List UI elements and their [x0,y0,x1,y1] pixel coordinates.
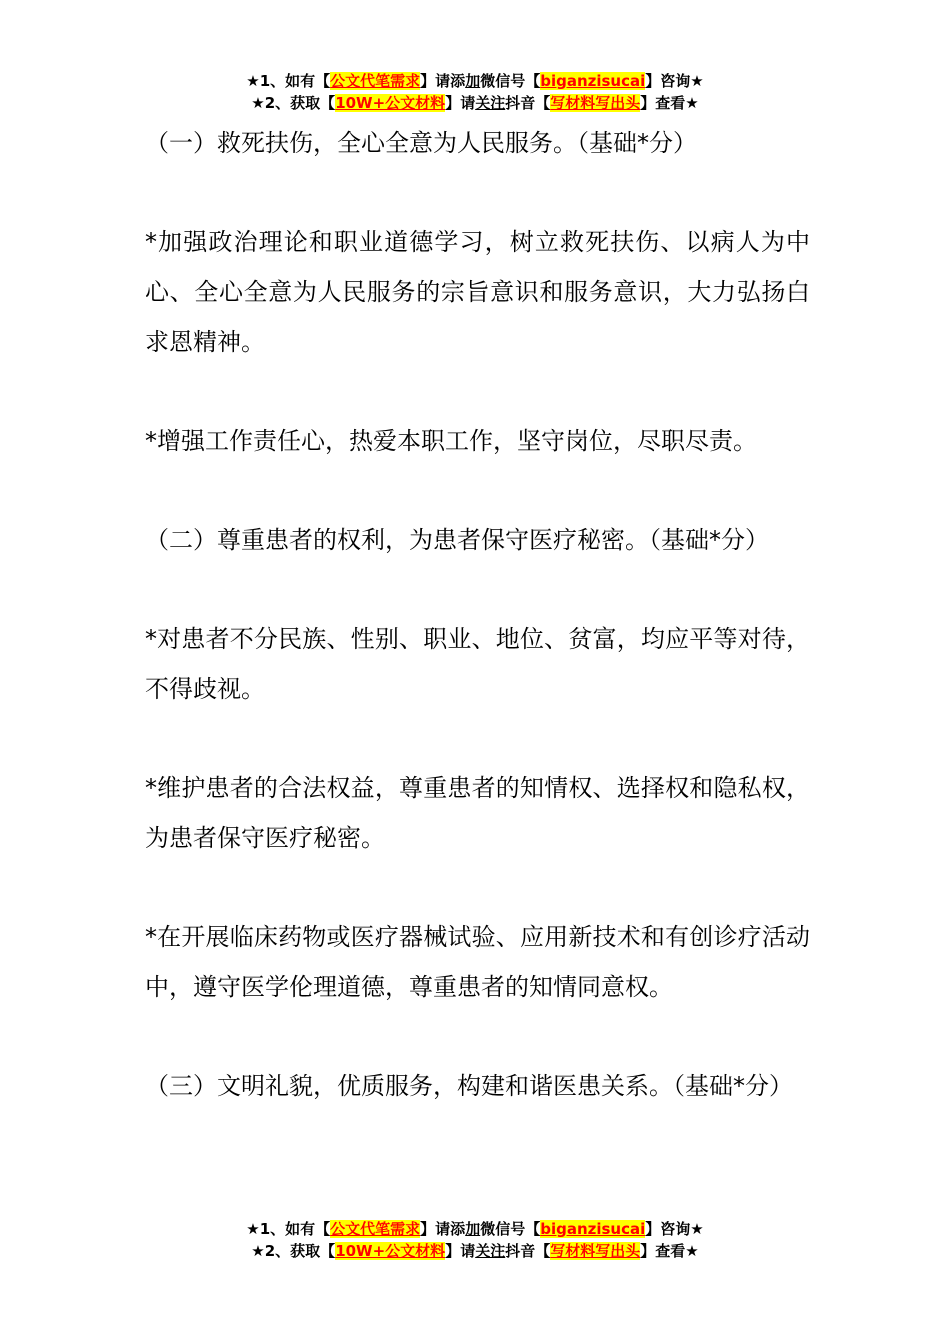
banner-text: 】咨询★ [645,1220,704,1238]
banner-highlight: 公文代笔需求 [330,72,421,90]
banner-underline: 加 [465,72,481,90]
banner-line-1 [0,1218,950,1240]
bottom-banner [0,1218,950,1262]
banner-text: 抖音【 [505,94,551,112]
banner-wechat-id: biganzisucai [540,72,646,90]
paragraph: *加强政治理论和职业道德学习，树立救死扶伤、以病人为中心、全心全意为人民服务的宗旨意识和服务意识，大力弘扬白求恩精神。 [145,228,810,356]
paragraph: *对患者不分民族、性别、职业、地位、贫富，均应平等对待，不得歧视。 [145,625,810,703]
top-banner [0,70,950,114]
banner-text: 】请 [445,94,476,112]
banner-text: 微信号【 [480,1220,541,1238]
banner-highlight: 10W+公文材料 [335,94,446,112]
banner-line-2 [0,92,950,114]
banner-douyin-id: 写材料写出头 [550,94,641,112]
banner-text: 】查看★ [640,1242,699,1260]
banner-text: ★1、如有【 [246,72,331,90]
banner-line-2 [0,1240,950,1262]
banner-text: 】请添 [420,1220,466,1238]
paragraph: *维护患者的合法权益，尊重患者的知情权、选择权和隐私权，为患者保守医疗秘密。 [145,774,810,852]
paragraph: *增强工作责任心，热爱本职工作，坚守岗位，尽职尽责。 [145,427,757,455]
banner-wechat-id: biganzisucai [540,1220,646,1238]
section-heading-2: （二）尊重患者的权利，为患者保守医疗秘密。（基础*分） [145,526,769,554]
paragraph: *在开展临床药物或医疗器械试验、应用新技术和有创诊疗活动中，遵守医学伦理道德，尊重患者的知情同意权。 [145,923,810,1001]
section-heading-3: （三）文明礼貌，优质服务，构建和谐医患关系。（基础*分） [145,1072,793,1100]
banner-underline: 关注 [475,1242,506,1260]
banner-highlight: 10W+公文材料 [335,1242,446,1260]
banner-underline: 关注 [475,94,506,112]
document-body [145,118,810,1160]
banner-text: 抖音【 [505,1242,551,1260]
banner-text: 】查看★ [640,94,699,112]
banner-text: ★2、获取【 [251,1242,336,1260]
banner-line-1 [0,70,950,92]
banner-underline: 加 [465,1220,481,1238]
banner-text: ★1、如有【 [246,1220,331,1238]
banner-text: 】咨询★ [645,72,704,90]
banner-text: 】请添 [420,72,466,90]
banner-douyin-id: 写材料写出头 [550,1242,641,1260]
banner-text: 】请 [445,1242,476,1260]
section-heading-1: （一）救死扶伤，全心全意为人民服务。（基础*分） [145,129,697,157]
banner-highlight: 公文代笔需求 [330,1220,421,1238]
banner-text: ★2、获取【 [251,94,336,112]
banner-text: 微信号【 [480,72,541,90]
